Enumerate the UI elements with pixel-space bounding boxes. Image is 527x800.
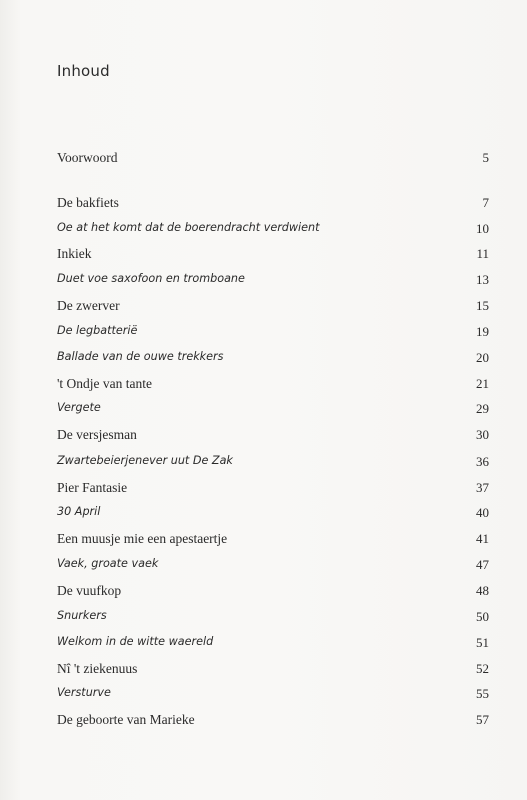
toc-entry-title: Versturve bbox=[57, 686, 111, 699]
toc-entry-title: De geboorte van Marieke bbox=[57, 712, 195, 727]
toc-entry-title: 't Ondje van tante bbox=[57, 376, 153, 391]
toc-entry-page-number: 36 bbox=[476, 454, 489, 469]
toc-entry-title: De vuufkop bbox=[57, 583, 122, 598]
toc-entry bbox=[57, 454, 489, 472]
toc-entry bbox=[57, 480, 489, 498]
toc-entry bbox=[57, 712, 489, 730]
toc-entry bbox=[57, 221, 489, 239]
toc-entry bbox=[57, 531, 489, 549]
toc-entry-page-number: 21 bbox=[476, 376, 489, 391]
toc-entry-title: Zwartebeierjenever uut De Zak bbox=[57, 454, 233, 467]
toc-entry-page-number: 10 bbox=[476, 221, 489, 236]
toc-entry bbox=[57, 298, 489, 316]
page-title: Inhoud bbox=[57, 62, 110, 80]
toc-entry-title: Snurkers bbox=[57, 609, 107, 622]
toc-entry bbox=[57, 686, 489, 704]
toc-entry-title: Pier Fantasie bbox=[57, 480, 128, 495]
toc-entry-page-number: 47 bbox=[476, 557, 489, 572]
toc-entry bbox=[57, 246, 489, 264]
toc-entry bbox=[57, 324, 489, 342]
toc-entry-page-number: 57 bbox=[476, 712, 489, 727]
toc-entry-title: 30 April bbox=[57, 505, 101, 518]
toc-entry-title: De zwerver bbox=[57, 298, 120, 313]
toc-entry-title: Vergete bbox=[57, 401, 101, 414]
toc-entry bbox=[57, 376, 489, 394]
toc-entry-title: Een muusje mie een apestaertje bbox=[57, 531, 228, 546]
toc-entry-title: Welkom in de witte waereld bbox=[57, 635, 214, 648]
toc-entry-title: Inkiek bbox=[57, 246, 92, 261]
toc-entry-page-number: 11 bbox=[476, 246, 489, 261]
toc-entry-page-number: 51 bbox=[476, 635, 489, 650]
toc-entry-title: Vaek, groate vaek bbox=[57, 557, 159, 570]
toc-entry-page-number: 7 bbox=[482, 195, 489, 210]
toc-entry bbox=[57, 635, 489, 653]
toc-entry-title: Oe at het komt dat de boerendracht verdwient bbox=[57, 221, 320, 234]
toc-entry bbox=[57, 661, 489, 679]
toc-entry-title: Ballade van de ouwe trekkers bbox=[57, 350, 224, 363]
toc-entry-title: De legbatterië bbox=[57, 324, 138, 337]
toc-entry bbox=[57, 195, 489, 213]
toc-entry-page-number: 41 bbox=[476, 531, 489, 546]
toc-entry-page-number: 48 bbox=[476, 583, 489, 598]
toc-entry bbox=[57, 350, 489, 368]
toc-entry bbox=[57, 272, 489, 290]
toc-entry bbox=[57, 583, 489, 601]
toc-entry-title: Duet voe saxofoon en tromboane bbox=[57, 272, 245, 285]
toc-entry-title: De versjesman bbox=[57, 427, 137, 442]
toc-entry-title: De bakfiets bbox=[57, 195, 119, 210]
toc-entry-page-number: 37 bbox=[476, 480, 489, 495]
toc-entry-page-number: 13 bbox=[476, 272, 489, 287]
toc-entry-page-number: 15 bbox=[476, 298, 489, 313]
toc-entry-title: Voorwoord bbox=[57, 150, 118, 165]
toc-entry-page-number: 19 bbox=[476, 324, 489, 339]
toc-entry bbox=[57, 557, 489, 575]
toc-entry-page-number: 40 bbox=[476, 505, 489, 520]
toc-entry bbox=[57, 609, 489, 627]
toc-entry-page-number: 30 bbox=[476, 427, 489, 442]
toc-entry-page-number: 55 bbox=[476, 686, 489, 701]
toc-entry bbox=[57, 505, 489, 523]
toc-entry-page-number: 29 bbox=[476, 401, 489, 416]
toc-entry-page-number: 52 bbox=[476, 661, 489, 676]
toc-entry bbox=[57, 427, 489, 445]
toc-entry bbox=[57, 150, 489, 168]
toc-entry-page-number: 5 bbox=[482, 150, 489, 165]
toc-entry bbox=[57, 401, 489, 419]
toc-entry-page-number: 20 bbox=[476, 350, 489, 365]
toc-entry-page-number: 50 bbox=[476, 609, 489, 624]
toc-entry-title: Nî 't ziekenuus bbox=[57, 661, 138, 676]
